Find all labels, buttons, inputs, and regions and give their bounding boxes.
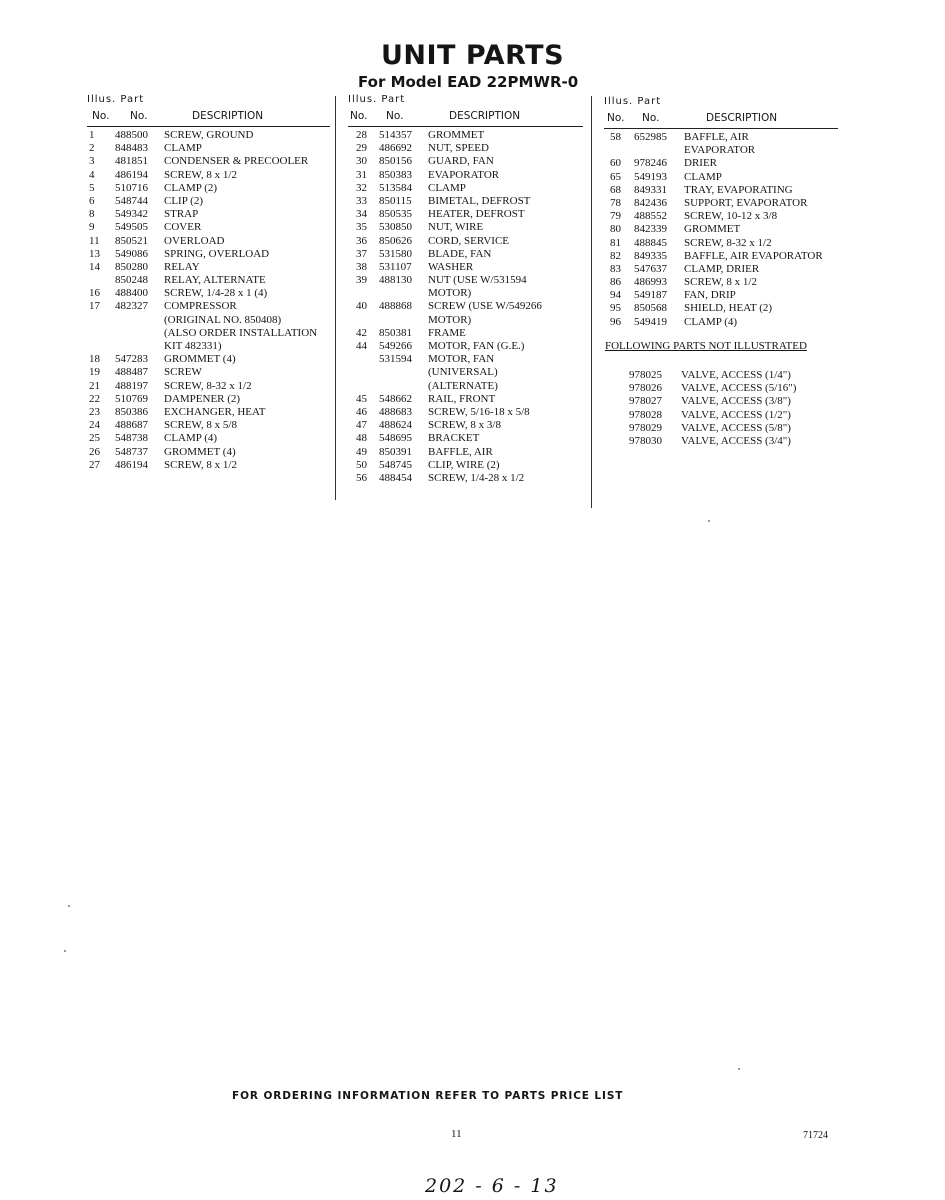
part-description: CLAMP <box>164 142 202 155</box>
part-number: 549193 <box>634 170 667 183</box>
illus-number: 65 <box>610 170 621 183</box>
part-description: (ALTERNATE) <box>428 379 498 392</box>
part-description: SCREW, 8 x 3/8 <box>428 419 501 432</box>
part-number: 978025 <box>629 369 662 381</box>
part-number: 850383 <box>379 168 412 181</box>
illus-number: 24 <box>89 419 100 432</box>
part-description: COVER <box>164 221 202 234</box>
illus-number: 50 <box>356 458 367 471</box>
illus-number: 39 <box>356 274 367 287</box>
part-description: MOTOR) <box>428 313 472 326</box>
illus-number: 29 <box>356 142 367 155</box>
part-number: 548744 <box>115 194 148 207</box>
illus-number: 18 <box>89 353 100 366</box>
illus-number: 5 <box>89 181 95 194</box>
part-description: RELAY, ALTERNATE <box>164 274 266 287</box>
part-description: COMPRESSOR <box>164 300 237 313</box>
part-description: CLAMP (2) <box>164 181 218 194</box>
part-description: EXCHANGER, HEAT <box>164 405 266 418</box>
part-number: 978026 <box>629 382 662 395</box>
part-description: CLAMP <box>428 181 466 194</box>
part-number: 842339 <box>634 223 667 236</box>
handwritten-note: 202 - 6 - 13 <box>425 1175 559 1197</box>
part-number: 850280 <box>115 260 148 273</box>
part-description: SHIELD, HEAT (2) <box>684 302 773 315</box>
illus-number: 56 <box>356 471 367 484</box>
part-description: SCREW, 1/4-28 x 1/2 <box>428 471 525 484</box>
part-number: 510769 <box>115 392 148 405</box>
column-divider <box>591 96 592 508</box>
part-description: NUT, WIRE <box>428 221 484 234</box>
illus-number: 47 <box>356 419 367 432</box>
part-number: 514357 <box>379 129 412 141</box>
scan-speck <box>64 950 66 952</box>
part-description: SCREW, 8 x 1/2 <box>684 276 757 289</box>
part-description: CLAMP (4) <box>164 432 218 445</box>
part-description: CLAMP, DRIER <box>684 262 760 275</box>
part-description: (UNIVERSAL) <box>428 366 498 379</box>
part-number: 488130 <box>379 274 412 287</box>
part-number: 547283 <box>115 353 148 366</box>
header-rule <box>604 128 838 129</box>
illus-number: 86 <box>610 276 621 289</box>
column-header-description: DESCRIPTION <box>449 110 521 122</box>
scan-speck <box>708 520 710 522</box>
part-description: BAFFLE, AIR <box>428 445 493 458</box>
column-header-no: No. <box>350 110 368 122</box>
part-description: SCREW <box>164 366 202 379</box>
part-number: 850381 <box>379 326 412 339</box>
part-description: OVERLOAD <box>164 234 225 247</box>
part-description: SCREW, 10-12 x 3/8 <box>684 210 778 223</box>
illus-number: 32 <box>356 181 367 194</box>
illus-number: 83 <box>610 262 621 275</box>
part-number: 548737 <box>115 445 148 458</box>
part-number: 488487 <box>115 366 148 379</box>
part-description: CONDENSER & PRECOOLER <box>164 155 309 168</box>
part-number: 652985 <box>634 131 667 143</box>
part-number: 850626 <box>379 234 412 247</box>
illus-number: 4 <box>89 168 95 181</box>
part-description: MOTOR, FAN (G.E.) <box>428 340 525 352</box>
part-description: MOTOR, FAN <box>428 353 495 366</box>
column-header-no: No. <box>607 112 625 124</box>
part-description: STRAP <box>164 208 199 221</box>
part-description: SCREW (USE W/549266 <box>428 300 542 313</box>
ordering-info-footer: FOR ORDERING INFORMATION REFER TO PARTS PRICE LIST <box>232 1090 624 1102</box>
part-number: 488552 <box>634 210 667 223</box>
part-description: NUT, SPEED <box>428 142 489 155</box>
not-illustrated-heading: FOLLOWING PARTS NOT ILLUSTRATED <box>605 340 807 352</box>
illus-number: 23 <box>89 405 100 418</box>
header-rule <box>87 126 330 127</box>
illus-number: 45 <box>356 392 367 405</box>
part-description: RAIL, FRONT <box>428 392 496 405</box>
column-header-illus-part: Illus. Part <box>87 94 145 105</box>
part-description: BIMETAL, DEFROST <box>428 194 531 207</box>
illus-number: 58 <box>610 131 621 143</box>
illus-number: 30 <box>356 155 367 168</box>
part-number: 488687 <box>115 419 148 432</box>
part-description: VALVE, ACCESS (3/4") <box>681 434 791 447</box>
illus-number: 6 <box>89 194 95 207</box>
part-description: FRAME <box>428 326 466 339</box>
part-number: 488400 <box>115 287 148 300</box>
column-divider <box>335 96 336 500</box>
part-number: 842436 <box>634 196 667 209</box>
parts-column-3 <box>604 96 844 336</box>
part-number: 849331 <box>634 183 667 196</box>
part-description: BAFFLE, AIR <box>684 131 749 143</box>
column-header-description: DESCRIPTION <box>706 112 778 124</box>
part-description: VALVE, ACCESS (5/16") <box>681 382 797 395</box>
illus-number: 2 <box>89 142 95 155</box>
illus-number: 16 <box>89 287 100 300</box>
illus-number: 22 <box>89 392 100 405</box>
part-number: 850521 <box>115 234 148 247</box>
part-number: 548738 <box>115 432 148 445</box>
header-rule <box>348 126 583 127</box>
part-description: GROMMET (4) <box>164 353 236 366</box>
part-number: 978246 <box>634 157 667 170</box>
model-subtitle: For Model EAD 22PMWR-0 <box>358 73 579 91</box>
part-description: (ALSO ORDER INSTALLATION <box>164 326 318 339</box>
part-number: 513584 <box>379 181 412 194</box>
part-number: 850391 <box>379 445 412 458</box>
part-description: SCREW, 8-32 x 1/2 <box>164 379 252 392</box>
part-description: WASHER <box>428 260 474 273</box>
illus-number: 26 <box>89 445 100 458</box>
part-description: VALVE, ACCESS (1/2") <box>681 408 791 421</box>
illus-number: 31 <box>356 168 367 181</box>
illus-number: 46 <box>356 405 367 418</box>
illus-number: 94 <box>610 289 621 302</box>
part-number: 549266 <box>379 340 412 352</box>
part-description: CLAMP <box>684 170 722 183</box>
part-number: 548745 <box>379 458 412 471</box>
page-number: 11 <box>451 1128 462 1140</box>
part-description: SCREW, GROUND <box>164 129 254 141</box>
illus-number: 36 <box>356 234 367 247</box>
parts-column-1 <box>87 94 332 494</box>
illus-number: 60 <box>610 157 621 170</box>
part-number: 850386 <box>115 405 148 418</box>
illus-number: 3 <box>89 155 95 168</box>
parts-column-2 <box>348 94 588 504</box>
part-number: 549086 <box>115 247 148 260</box>
illus-number: 1 <box>89 129 95 141</box>
part-description: CLIP (2) <box>164 194 204 207</box>
part-number: 549419 <box>634 315 667 328</box>
page-title: UNIT PARTS <box>380 40 565 71</box>
part-description: SPRING, OVERLOAD <box>164 247 270 260</box>
part-number: 547637 <box>634 262 667 275</box>
part-description: SCREW, 8 x 5/8 <box>164 419 237 432</box>
part-description: SCREW, 8 x 1/2 <box>164 168 237 181</box>
part-number: 850156 <box>379 155 412 168</box>
column-header-part-no: No. <box>386 110 404 122</box>
part-description: CLIP, WIRE (2) <box>428 458 500 471</box>
illus-number: 96 <box>610 315 621 328</box>
scan-speck <box>68 905 70 907</box>
illus-number: 17 <box>89 300 100 313</box>
illus-number: 81 <box>610 236 621 249</box>
part-description: KIT 482331) <box>164 340 222 352</box>
part-description: (ORIGINAL NO. 850408) <box>164 313 282 326</box>
part-description: SCREW, 8-32 x 1/2 <box>684 236 772 249</box>
illus-number: 80 <box>610 223 621 236</box>
part-number: 978028 <box>629 408 662 421</box>
part-number: 486194 <box>115 168 148 181</box>
part-description: CORD, SERVICE <box>428 234 510 247</box>
part-description: SCREW, 5/16-18 x 5/8 <box>428 405 530 418</box>
part-description: BLADE, FAN <box>428 247 492 260</box>
part-description: BRACKET <box>428 432 480 445</box>
illus-number: 21 <box>89 379 100 392</box>
part-description: EVAPORATOR <box>684 144 756 157</box>
illus-number: 42 <box>356 326 367 339</box>
illus-number: 28 <box>356 129 367 141</box>
part-description: NUT (USE W/531594 <box>428 274 527 287</box>
document-number: 71724 <box>803 1130 828 1141</box>
illus-number: 25 <box>89 432 100 445</box>
scan-speck <box>738 1068 740 1070</box>
illus-number: 27 <box>89 458 100 471</box>
illus-number: 33 <box>356 194 367 207</box>
column-header-illus-part: Illus. Part <box>604 96 662 107</box>
column-header-description: DESCRIPTION <box>192 110 264 122</box>
illus-number: 44 <box>356 340 367 352</box>
illus-number: 14 <box>89 260 100 273</box>
part-number: 549187 <box>634 289 667 302</box>
part-number: 488868 <box>379 300 412 313</box>
part-number: 548695 <box>379 432 412 445</box>
part-description: VALVE, ACCESS (3/8") <box>681 395 791 408</box>
part-number: 850535 <box>379 208 412 221</box>
illus-number: 37 <box>356 247 367 260</box>
part-number: 850568 <box>634 302 667 315</box>
part-description: SCREW, 1/4-28 x 1 (4) <box>164 287 268 300</box>
part-description: SCREW, 8 x 1/2 <box>164 458 237 471</box>
part-number: 548662 <box>379 392 412 405</box>
part-number: 549342 <box>115 208 148 221</box>
part-description: SUPPORT, EVAPORATOR <box>684 196 808 209</box>
part-description: GUARD, FAN <box>428 155 494 168</box>
part-number: 849335 <box>634 249 667 262</box>
part-number: 850248 <box>115 274 148 287</box>
part-number: 488454 <box>379 471 412 484</box>
part-description: BAFFLE, AIR EVAPORATOR <box>684 249 823 262</box>
part-description: GROMMET <box>428 129 485 141</box>
part-number: 848483 <box>115 142 148 155</box>
part-number: 510716 <box>115 181 148 194</box>
column-header-illus-part: Illus. Part <box>348 94 406 105</box>
illus-number: 95 <box>610 302 621 315</box>
part-number: 531580 <box>379 247 412 260</box>
part-number: 488197 <box>115 379 148 392</box>
illus-number: 68 <box>610 183 621 196</box>
part-number: 486692 <box>379 142 412 155</box>
part-number: 488500 <box>115 129 148 141</box>
column-header-part-no: No. <box>130 110 148 122</box>
part-number: 978029 <box>629 421 662 434</box>
part-description: GROMMET (4) <box>164 445 236 458</box>
part-description: HEATER, DEFROST <box>428 208 525 221</box>
part-description: CLAMP (4) <box>684 315 738 328</box>
part-description: VALVE, ACCESS (5/8") <box>681 421 791 434</box>
illus-number: 13 <box>89 247 100 260</box>
illus-number: 35 <box>356 221 367 234</box>
part-description: RELAY <box>164 260 200 273</box>
illus-number: 8 <box>89 208 95 221</box>
part-description: DAMPENER (2) <box>164 392 241 405</box>
illus-number: 19 <box>89 366 100 379</box>
part-number: 850115 <box>379 194 412 207</box>
illus-number: 49 <box>356 445 367 458</box>
part-description: TRAY, EVAPORATING <box>684 183 793 196</box>
column-header-part-no: No. <box>642 112 660 124</box>
part-number: 978030 <box>629 434 662 447</box>
illus-number: 34 <box>356 208 367 221</box>
part-description: FAN, DRIP <box>684 289 736 302</box>
part-number: 531107 <box>379 260 412 273</box>
part-description: GROMMET <box>684 223 741 236</box>
part-number: 488624 <box>379 419 412 432</box>
part-number: 531594 <box>379 353 412 366</box>
part-number: 530850 <box>379 221 412 234</box>
part-number: 549505 <box>115 221 148 234</box>
illus-number: 40 <box>356 300 367 313</box>
illus-number: 82 <box>610 249 621 262</box>
part-number: 488683 <box>379 405 412 418</box>
part-number: 486993 <box>634 276 667 289</box>
illus-number: 48 <box>356 432 367 445</box>
part-number: 481851 <box>115 155 148 168</box>
illus-number: 11 <box>89 234 100 247</box>
part-number: 486194 <box>115 458 148 471</box>
part-description: EVAPORATOR <box>428 168 500 181</box>
column-header-no: No. <box>92 110 110 122</box>
part-description: MOTOR) <box>428 287 472 300</box>
illus-number: 9 <box>89 221 95 234</box>
illus-number: 78 <box>610 196 621 209</box>
part-description: VALVE, ACCESS (1/4") <box>681 369 791 381</box>
illus-number: 38 <box>356 260 367 273</box>
part-number: 978027 <box>629 395 662 408</box>
part-number: 482327 <box>115 300 148 313</box>
part-description: DRIER <box>684 157 717 170</box>
part-number: 488845 <box>634 236 667 249</box>
illus-number: 79 <box>610 210 621 223</box>
